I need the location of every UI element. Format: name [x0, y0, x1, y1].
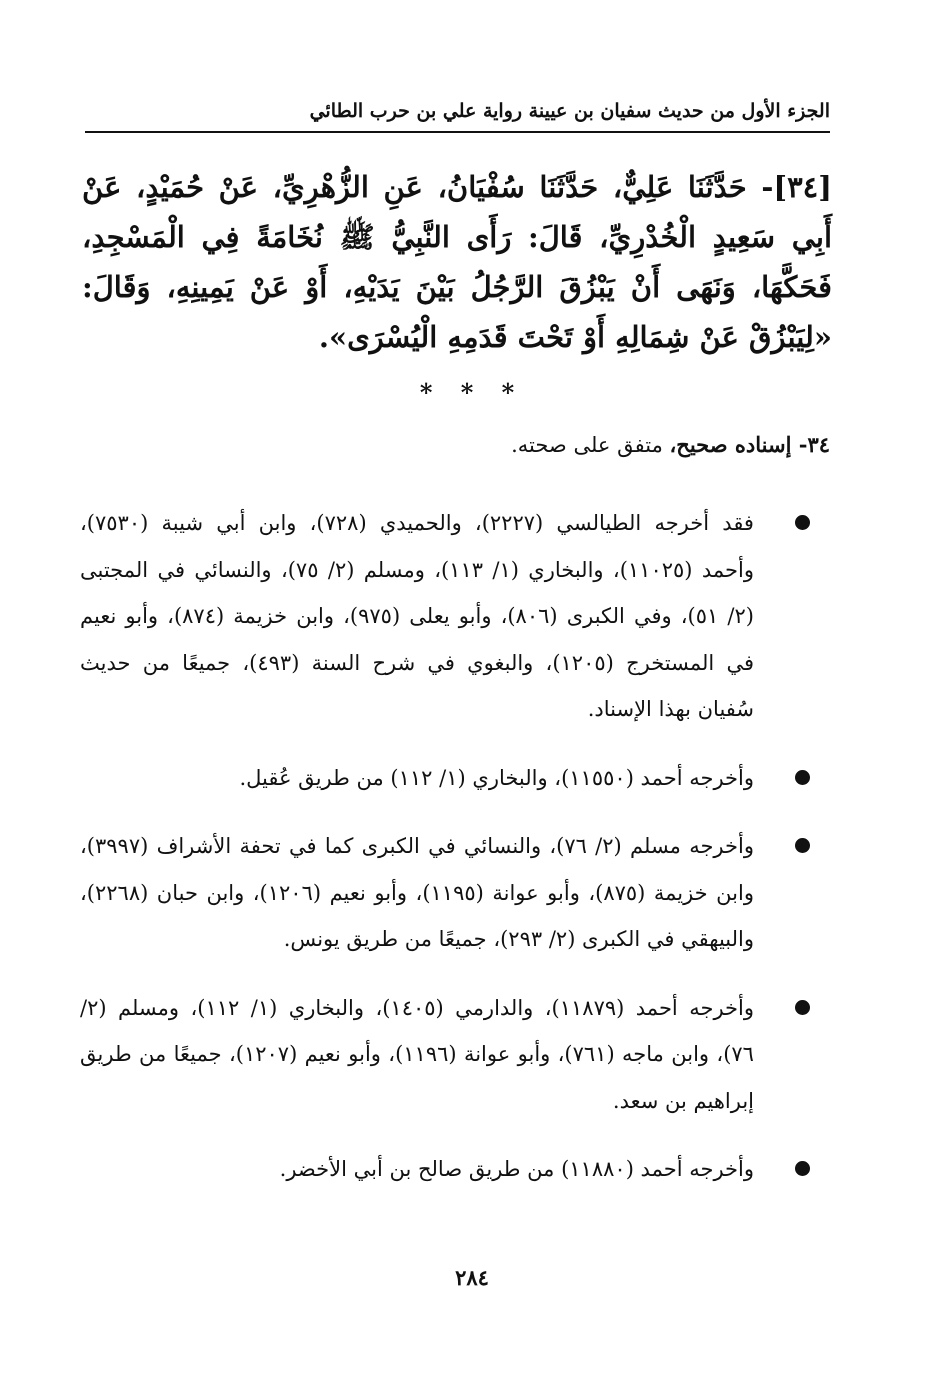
- grading-label: ٣٤- إسناده صحيح،: [669, 432, 830, 457]
- bullet-icon: [795, 515, 810, 530]
- hadith-text: [٣٤]- حَدَّثَنَا عَلِيٌّ، حَدَّثَنَا سُفْيَانُ، عَنِ الزُّهْرِيِّ، عَنْ حُمَيْدٍ، عَنْ أَبِي سَعِيدٍ الْخُدْرِيِّ، قَالَ: رَأَى النَّبِيُّ ﷺ نُخَامَةً فِي الْمَسْجِدِ، فَحَكَّهَا، وَنَهَى أَنْ يَبْزُقَ الرَّجُلُ بَيْنَ يَدَيْهِ، أَوْ عَنْ يَمِينِهِ، وَقَالَ: «لِيَبْزُقْ عَنْ شِمَالِهِ أَوْ تَحْتَ قَدَمِهِ الْيُسْرَى».: [82, 170, 832, 354]
- list-item: [80, 755, 832, 802]
- page-number: ٢٨٤: [455, 1265, 489, 1290]
- running-header: الجزء الأول من حديث سفيان بن عيينة رواية علي بن حرب الطائي: [309, 100, 830, 122]
- grading-text: متفق على صحته.: [511, 433, 670, 457]
- list-item-text: وأخرجه أحمد (١١٥٥٠)، والبخاري (١/ ١١٢) من طريق عُقيل.: [239, 765, 754, 790]
- bullet-icon: [795, 770, 810, 785]
- bullet-icon: [795, 1000, 810, 1015]
- section-separator: * * *: [419, 378, 525, 407]
- hadith-grading: [85, 432, 830, 457]
- header-divider: [85, 131, 830, 133]
- list-item-text: فقد أخرجه الطيالسي (٢٢٢٧)، والحميدي (٧٢٨)، وابن أبي شيبة (٧٥٣٠)، وأحمد (١١٠٢٥)، والبخاري (١/ ١١٣)، ومسلم (٢/ ٧٥)، والنسائي في المجتبى (٢/ ٥١)، وفي الكبرى (٨٠٦)، وأبو يعلى (٩٧٥)، وابن خزيمة (٨٧٤)، وأبو نعيم في المستخرج (١٢٠٥)، والبغوي في شرح السنة (٤٩٣)، جميعًا من حديث سُفيان بهذا الإسناد.: [80, 511, 754, 721]
- list-item-text: وأخرجه أحمد (١١٨٨٠) من طريق صالح بن أبي الأخضر.: [279, 1157, 754, 1181]
- list-item-text: وأخرجه أحمد (١١٨٧٩)، والدارمي (١٤٠٥)، والبخاري (١/ ١١٢)، ومسلم (٢/ ٧٦)، وابن ماجه (٧٦١)، وأبو عوانة (١١٩٦)، وأبو نعيم (١٢٠٧)، جميعًا من طريق إبراهيم بن سعد.: [80, 995, 754, 1113]
- bullet-icon: [795, 838, 810, 853]
- list-item: [80, 823, 832, 963]
- takhrij-list: [80, 500, 832, 1215]
- list-item: [80, 985, 832, 1125]
- list-item-text: وأخرجه مسلم (٢/ ٧٦)، والنسائي في الكبرى كما في تحفة الأشراف (٣٩٩٧)، وابن خزيمة (٨٧٥)، وأبو عوانة (١١٩٥)، وأبو نعيم (١٢٠٦)، وابن حبان (٢٢٦٨)، والبيهقي في الكبرى (٢/ ٢٩٣)، جميعًا من طريق يونس.: [80, 834, 754, 951]
- bullet-icon: [795, 1161, 810, 1176]
- list-item: [80, 1146, 832, 1193]
- list-item: [80, 500, 832, 733]
